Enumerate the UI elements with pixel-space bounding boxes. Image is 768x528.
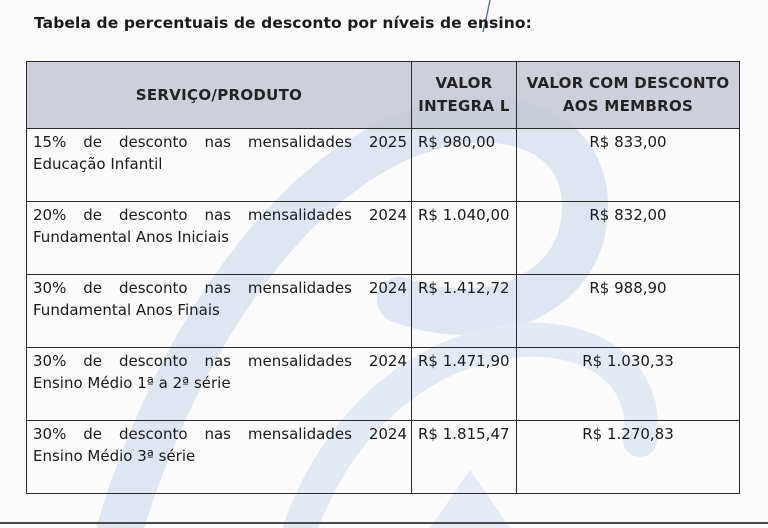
header-discount-value bbox=[517, 62, 740, 129]
service-level: Fundamental Anos Iniciais bbox=[33, 228, 230, 246]
full-value-cell: R$ 1.815,47 bbox=[412, 421, 517, 494]
full-value-cell: R$ 980,00 bbox=[412, 129, 517, 202]
service-level: Educação Infantil bbox=[33, 155, 163, 173]
discount-table-container bbox=[26, 61, 736, 493]
table-header-row bbox=[27, 62, 740, 129]
service-cell bbox=[27, 129, 412, 202]
service-description: 20% de desconto nas mensalidades 2024 bbox=[33, 206, 407, 224]
header-full-value-text: VALOR INTEGRA L bbox=[418, 74, 510, 115]
service-level: Ensino Médio 3ª série bbox=[33, 447, 196, 465]
service-level: Ensino Médio 1ª a 2ª série bbox=[33, 374, 231, 392]
service-cell bbox=[27, 348, 412, 421]
full-value-cell: R$ 1.471,90 bbox=[412, 348, 517, 421]
service-description: 15% de desconto nas mensalidades 2025 bbox=[33, 133, 407, 151]
service-description: 30% de desconto nas mensalidades 2024 bbox=[33, 425, 407, 443]
discount-value-cell: R$ 1.030,33 bbox=[517, 348, 740, 421]
document-heading: Tabela de percentuais de desconto por níveis de ensino: bbox=[34, 14, 532, 32]
service-description: 30% de desconto nas mensalidades 2024 bbox=[33, 352, 407, 370]
header-service: SERVIÇO/PRODUTO bbox=[27, 62, 412, 129]
discount-table bbox=[26, 61, 740, 494]
full-value-cell: R$ 1.040,00 bbox=[412, 202, 517, 275]
page-bottom-rule bbox=[0, 522, 768, 524]
table-row bbox=[27, 348, 740, 421]
header-discount-value-text: VALOR COM DESCONTO AOS MEMBROS bbox=[526, 74, 730, 115]
discount-value-cell: R$ 832,00 bbox=[517, 202, 740, 275]
discount-value-cell: R$ 833,00 bbox=[517, 129, 740, 202]
full-value-cell: R$ 1.412,72 bbox=[412, 275, 517, 348]
discount-value-cell: R$ 988,90 bbox=[517, 275, 740, 348]
table-row bbox=[27, 202, 740, 275]
table-row bbox=[27, 129, 740, 202]
header-full-value bbox=[412, 62, 517, 129]
service-level: Fundamental Anos Finais bbox=[33, 301, 220, 319]
table-row bbox=[27, 421, 740, 494]
discount-value-cell: R$ 1.270,83 bbox=[517, 421, 740, 494]
service-cell bbox=[27, 275, 412, 348]
service-cell bbox=[27, 202, 412, 275]
service-cell bbox=[27, 421, 412, 494]
service-description: 30% de desconto nas mensalidades 2024 bbox=[33, 279, 407, 297]
table-row bbox=[27, 275, 740, 348]
